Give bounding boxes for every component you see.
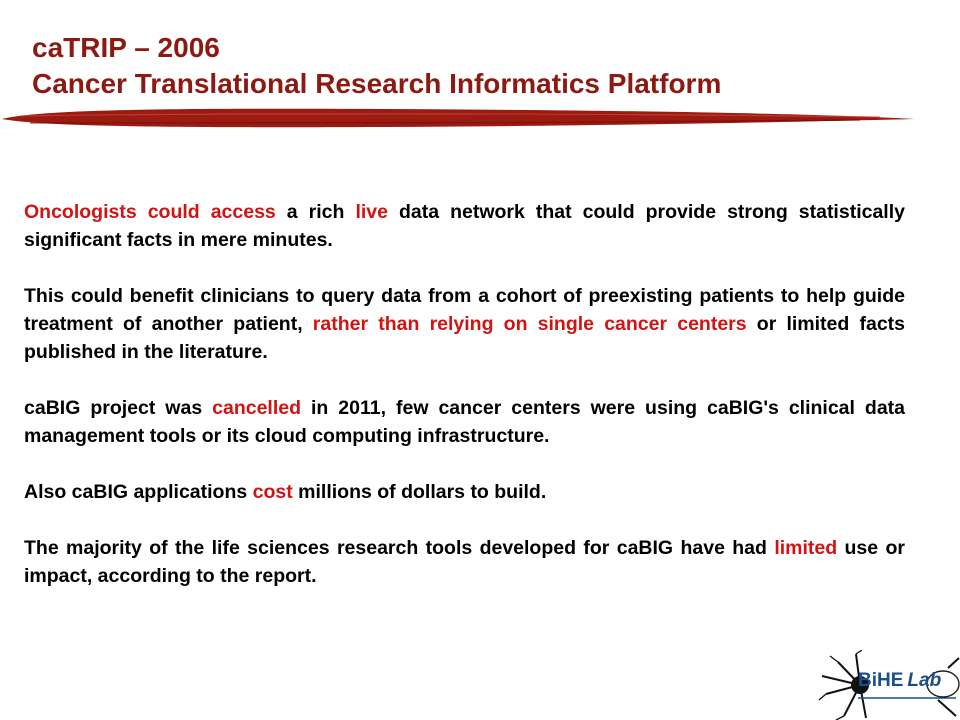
body-text: in 2011, few cancer centers were using caBIG's clinical data management tools or its cloud computing infrastructure. bbox=[24, 397, 906, 447]
body-paragraph bbox=[24, 478, 905, 506]
body-paragraph bbox=[24, 282, 905, 366]
body-paragraph bbox=[24, 198, 905, 254]
body-text: use or impact, according to the report. bbox=[24, 537, 905, 587]
lab-logo-text bbox=[858, 670, 941, 692]
slide-title-line-2: Cancer Translational Research Informatics Platform bbox=[32, 68, 722, 99]
body-text: data network that could provide strong statistically significant facts in mere minutes. bbox=[24, 201, 905, 251]
highlighted-text: Oncologists could access bbox=[24, 201, 276, 223]
body-text: caBIG project was bbox=[24, 397, 213, 419]
body-paragraph bbox=[24, 534, 905, 590]
body-text: millions of dollars to build. bbox=[292, 481, 547, 503]
body-text: or limited facts published in the literature. bbox=[24, 313, 905, 363]
body-text: Also caBIG applications bbox=[24, 481, 253, 503]
highlighted-text: cost bbox=[252, 481, 293, 503]
highlighted-text: cancelled bbox=[212, 397, 302, 419]
highlighted-text: limited bbox=[774, 537, 838, 559]
body-text: The majority of the life sciences research tools developed for caBIG have had bbox=[24, 537, 775, 559]
slide-title bbox=[32, 30, 721, 102]
slide-body bbox=[24, 198, 905, 618]
slide-title-line-1: caTRIP – 2006 bbox=[32, 32, 220, 63]
lab-logo-suffix: Lab bbox=[907, 670, 942, 691]
body-text: This could benefit clinicians to query data from a cohort of preexisting patients to help guide treatment of another patient, bbox=[24, 285, 905, 335]
body-text: a rich bbox=[275, 201, 356, 223]
lab-logo-name: BiHE bbox=[858, 670, 904, 691]
highlighted-text: live bbox=[355, 201, 388, 223]
title-brush-stroke bbox=[0, 104, 920, 132]
body-paragraph bbox=[24, 394, 905, 450]
highlighted-text: rather than relying on single cancer centers bbox=[312, 313, 747, 335]
